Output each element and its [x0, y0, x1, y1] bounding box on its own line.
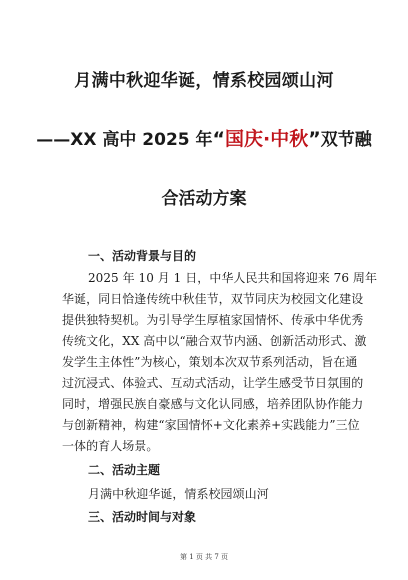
s2-theme-text: 月满中秋迎华诞，情系校园颂山河 — [88, 487, 269, 501]
title-line-2 — [0, 124, 408, 151]
title-highlight: 国庆·中秋 — [225, 128, 309, 150]
title-line-1: 月满中秋迎华诞，情系校园颂山河 — [74, 71, 334, 91]
title-line-2-suffix: 双节融 — [320, 130, 372, 150]
section-3-heading: 三、活动时间与对象 — [88, 510, 197, 524]
s1-line-4: 传统文化，XX 高中以“融合双节内涵、创新活动形式、激 — [62, 334, 367, 348]
s1-line-8: 与创新精神，构建“家国情怀+文化素养+实践能力”三位 — [62, 418, 360, 432]
section-2-heading: 二、活动主题 — [88, 463, 161, 477]
s1-line-1: 2025 年 10 月 1 日，中华人民共和国将迎来 76 周年 — [88, 271, 378, 285]
section-1-heading: 一、活动背景与目的 — [88, 249, 197, 263]
s1-line-7: 同时，增强民族自豪感与文化认同感，培养团队协作能力 — [62, 397, 364, 411]
s1-line-3: 提供独特契机。为引导学生厚植家国情怀、传承中华优秀 — [62, 313, 364, 327]
s1-line-5: 发学生主体性”为核心，策划本次双节系列活动，旨在通 — [62, 355, 358, 369]
page-footer: 第 1 页 共 7 页 — [179, 553, 229, 561]
s1-line-9: 一体的育人场景。 — [62, 439, 159, 453]
s1-line-6: 过沉浸式、体验式、互动式活动，让学生感受节日氛围的 — [62, 376, 364, 390]
title-quote-close: ” — [308, 128, 321, 150]
title-quote-open: “ — [212, 128, 226, 150]
s1-line-2: 华诞，同日恰逢传统中秋佳节，双节同庆为校园文化建设 — [62, 292, 364, 306]
title-line-2-prefix: ——XX 高中 2025 年 — [36, 130, 213, 150]
title-line-3: 合活动方案 — [161, 189, 247, 209]
